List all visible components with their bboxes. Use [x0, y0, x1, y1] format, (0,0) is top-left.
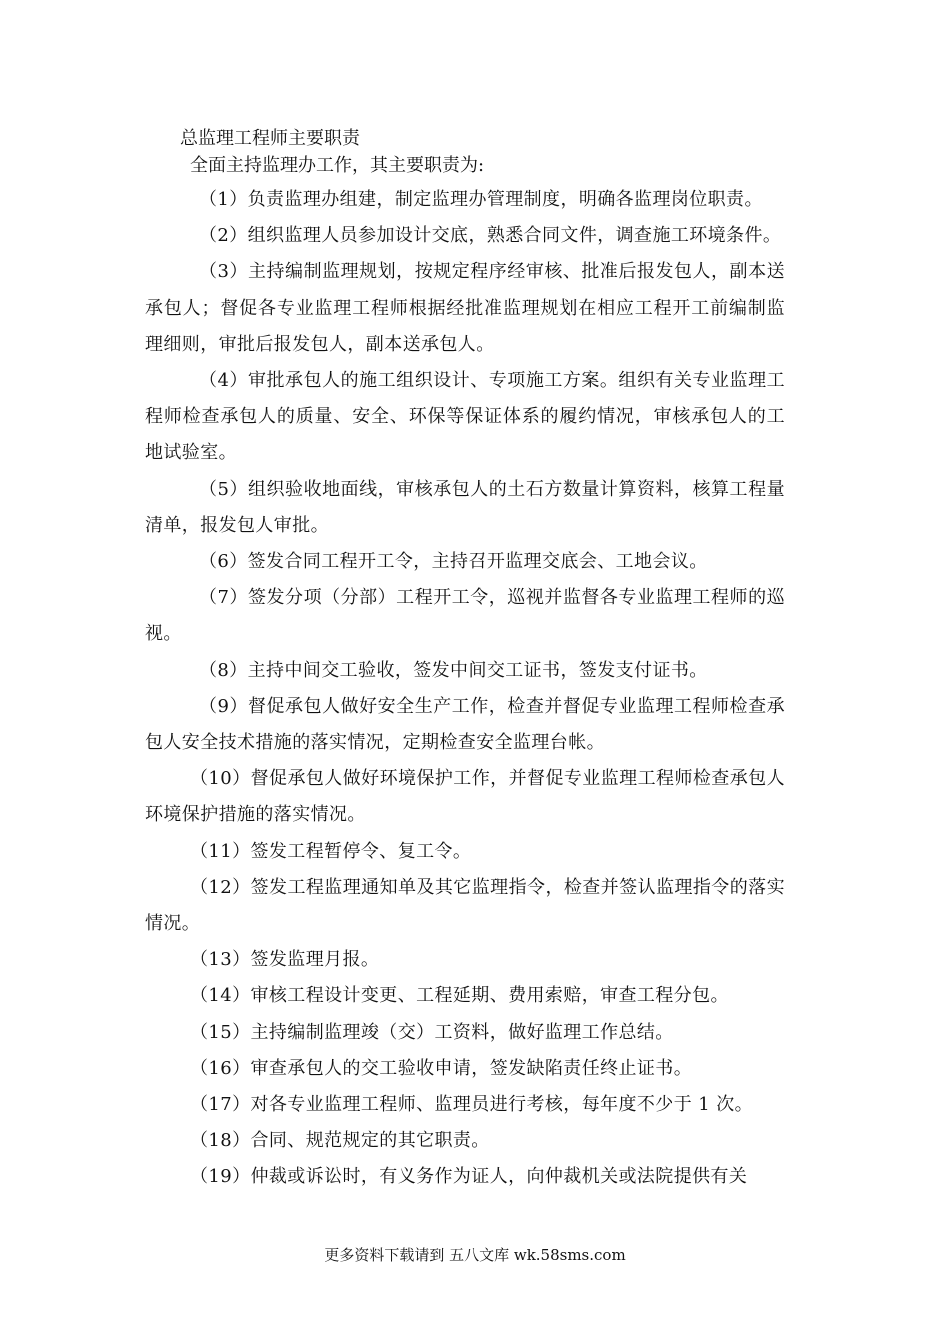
duty-item-18: （18）合同、规范规定的其它职责。 [190, 1130, 490, 1152]
duty-item-2: （2）组织监理人员参加设计交底，熟悉合同文件，调查施工环境条件。 [199, 225, 782, 247]
duty-item-1: （1）负责监理办组建，制定监理办管理制度，明确各监理岗位职责。 [199, 189, 763, 210]
duty-item-14: （14）审核工程设计变更、工程延期、费用索赔，审查工程分包。 [190, 985, 729, 1007]
duty-item-16: （16）审查承包人的交工验收申请，签发缺陷责任终止证书。 [190, 1057, 693, 1079]
duty-item-11: （11）签发工程暂停令、复工令。 [190, 840, 472, 862]
duty-item-4: （4）审批承包人的施工组织设计、专项施工方案。组织有关专业监理工程师检查承包人的质量、安全、环保等保证体系的履约情况，审核承包人的工地试验室。 [145, 370, 785, 464]
duty-item-6: （6）签发合同工程开工令，主持召开监理交底会、工地会议。 [199, 551, 708, 573]
duty-item-17: （17）对各专业监理工程师、监理员进行考核，每年度不少于 1 次。 [190, 1094, 753, 1116]
intro-line: 全面主持监理办工作，其主要职责为: [190, 155, 485, 176]
duty-item-3: （3）主持编制监理规划，按规定程序经审核、批准后报发包人，副本送承包人；督促各专业监理工程师根据经批准监理规划在相应工程开工前编制监理细则，审批后报发包人，副本送承包人。 [145, 261, 785, 355]
duty-item-9: （9）督促承包人做好安全生产工作，检查并督促专业监理工程师检查承包人安全技术措施的落实情况，定期检查安全监理台帐。 [145, 695, 785, 754]
duty-item-8: （8）主持中间交工验收，签发中间交工证书，签发支付证书。 [199, 659, 708, 681]
duty-item-12: （12）签发工程监理通知单及其它监理指令，检查并签认监理指令的落实情况。 [145, 876, 785, 935]
duty-item-19: （19）仲裁或诉讼时，有义务作为证人，向仲裁机关或法院提供有关 [190, 1166, 748, 1188]
duty-item-10: （10）督促承包人做好环境保护工作，并督促专业监理工程师检查承包人环境保护措施的落实情况。 [145, 768, 785, 826]
duty-item-15: （15）主持编制监理竣（交）工资料，做好监理工作总结。 [190, 1021, 674, 1043]
duty-list [145, 182, 785, 1196]
footer-text: 更多资料下载请到 五八文库 wk.58sms.com [324, 1246, 626, 1264]
duty-item-5: （5）组织验收地面线，审核承包人的土石方数量计算资料，核算工程量清单，报发包人审批。 [145, 478, 785, 536]
duty-item-7: （7）签发分项（分部）工程开工令，巡视并监督各专业监理工程师的巡视。 [145, 587, 785, 645]
duty-item-13: （13）签发监理月报。 [190, 949, 380, 971]
document-title: 总监理工程师主要职责 [180, 128, 360, 149]
